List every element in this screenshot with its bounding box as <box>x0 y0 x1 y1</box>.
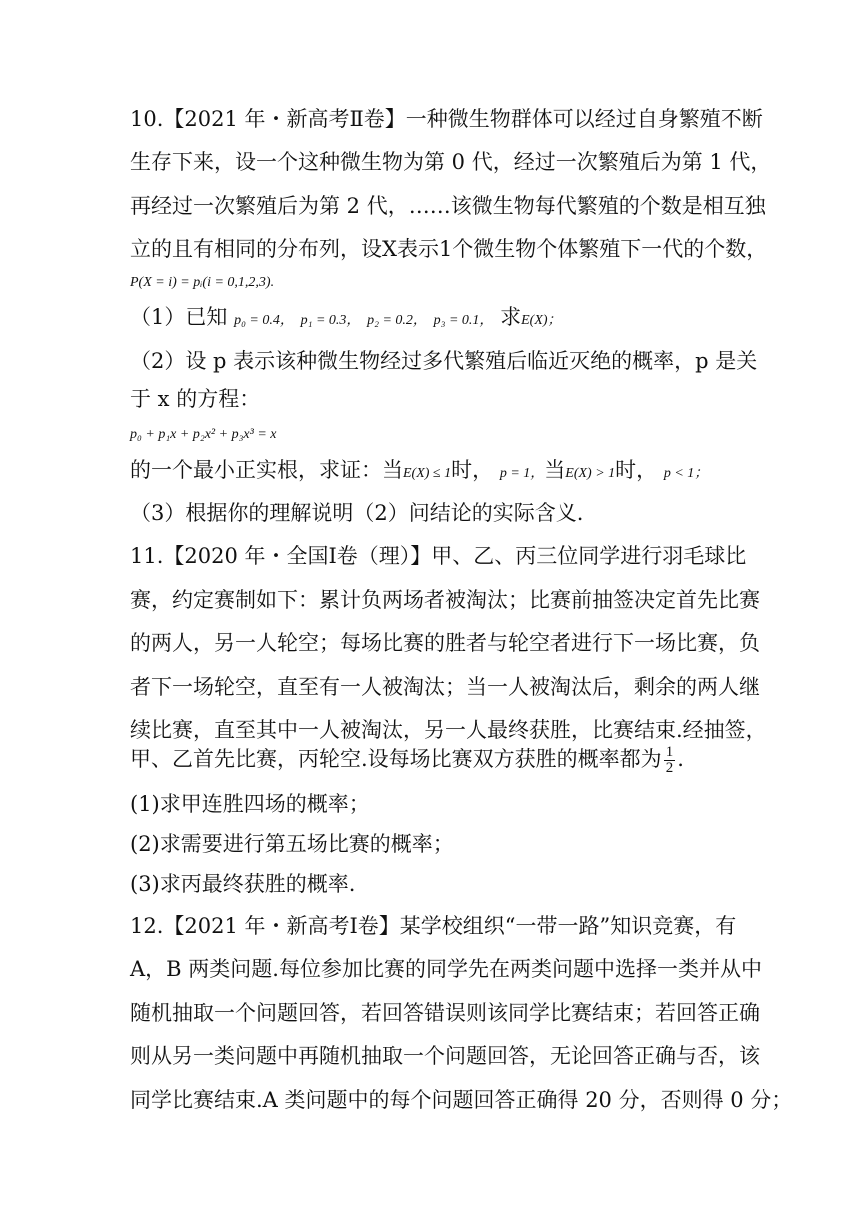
q12-line-5: 同学比赛结束.A 类问题中的每个问题回答正确得 20 分，否则得 0 分； <box>130 1088 793 1112</box>
q10-part-1-prefix: （1）已知 <box>130 305 228 329</box>
q10-p1-value: p₁ = 0.3， <box>300 313 361 328</box>
q10-part-2-text-b: 时， <box>451 458 494 482</box>
q10-p0-value: p₀ = 0.4， <box>234 313 294 328</box>
q11-subquestion-3: (3)求丙最终获胜的概率. <box>130 872 356 896</box>
q10-part-2-line-2: 于 x 的方程： <box>130 387 261 411</box>
q11-subquestion-2: (2)求需要进行第五场比赛的概率； <box>130 832 454 856</box>
q10-distribution-formula: P(X = i) = pᵢ(i = 0,1,2,3). <box>130 275 275 290</box>
q12-line-3: 随机抽取一个问题回答，若回答错误则该同学比赛结束；若回答正确 <box>130 1001 760 1025</box>
q10-part-2-line-1: （2）设 p 表示该种微生物经过多代繁殖后临近灭绝的概率，p 是关 <box>130 349 758 373</box>
q10-part-2-text-d: 时， <box>615 458 658 482</box>
q11-line-6-text: 甲、乙首先比赛，丙轮空.设每场比赛双方获胜的概率都为 <box>130 747 662 771</box>
q11-line-3: 的两人，另一人轮空；每场比赛的胜者与轮空者进行下一场比赛，负 <box>130 631 760 655</box>
q11-line-4: 者下一场轮空，直至有一人被淘汰；当一人被淘汰后，剩余的两人继 <box>130 675 760 699</box>
q11-line-1: 11.【2020 年・全国Ⅰ卷（理）】甲、乙、丙三位同学进行羽毛球比 <box>130 544 747 568</box>
q11-subquestion-1: (1)求甲连胜四场的概率； <box>130 792 370 816</box>
q10-result-2: p < 1； <box>663 466 709 481</box>
q11-line-6-end: . <box>677 747 684 771</box>
q11-line-2: 赛，约定赛制如下：累计负两场者被淘汰；比赛前抽签决定首先比赛 <box>130 588 760 612</box>
q10-condition-1: E(X) ≤ 1 <box>403 466 452 481</box>
fraction-denominator: 2 <box>665 760 674 776</box>
q10-part-2-text-a: 的一个最小正实根，求证：当 <box>130 458 403 482</box>
q11-line-6 <box>130 739 684 779</box>
q10-line-2: 生存下来，设一个这种微生物为第 0 代，经过一次繁殖后为第 1 代， <box>130 150 772 174</box>
q10-part-2-text-c: 当 <box>544 458 566 482</box>
q10-equation: p₀ + p₁x + p₂x² + p₃x³ = x <box>130 427 277 442</box>
q10-p3-value: p₃ = 0.1， <box>433 313 494 328</box>
q11-line-5: 续比赛，直至其中一人被淘汰，另一人最终获胜，比赛结束.经抽签， <box>130 718 767 742</box>
q10-line-3: 再经过一次繁殖后为第 2 代，……该微生物每代繁殖的个数是相互独 <box>130 194 766 218</box>
q10-result-1: p = 1， <box>499 466 545 481</box>
q10-line-1: 10.【2021 年・新高考Ⅱ卷】一种微生物群体可以经过自身繁殖不断 <box>130 107 763 131</box>
q12-line-4: 则从另一类问题中再随机抽取一个问题回答，无论回答正确与否，该 <box>130 1044 760 1068</box>
q12-line-1: 12.【2021 年・新高考Ⅰ卷】某学校组织“一带一路”知识竞赛，有 <box>130 914 737 938</box>
q10-p2-value: p₂ = 0.2， <box>367 313 427 328</box>
q10-part-1 <box>130 302 562 336</box>
q10-part-2-line-4 <box>130 455 708 489</box>
q10-condition-2: E(X) > 1 <box>565 466 616 481</box>
q10-part-3: （3）根据你的理解说明（2）问结论的实际含义. <box>130 501 584 525</box>
fraction-numerator: 1 <box>665 744 674 760</box>
q10-expectation: E(X)； <box>521 313 562 328</box>
q10-line-4: 立的且有相同的分布列，设X表示1个微生物个体繁殖下一代的个数， <box>130 237 768 261</box>
q12-line-2: A，B 两类问题.每位参加比赛的同学先在两类问题中选择一类并从中 <box>130 957 762 981</box>
q11-fraction-one-half <box>664 745 676 776</box>
q10-part-1-ask: 求 <box>500 305 522 329</box>
